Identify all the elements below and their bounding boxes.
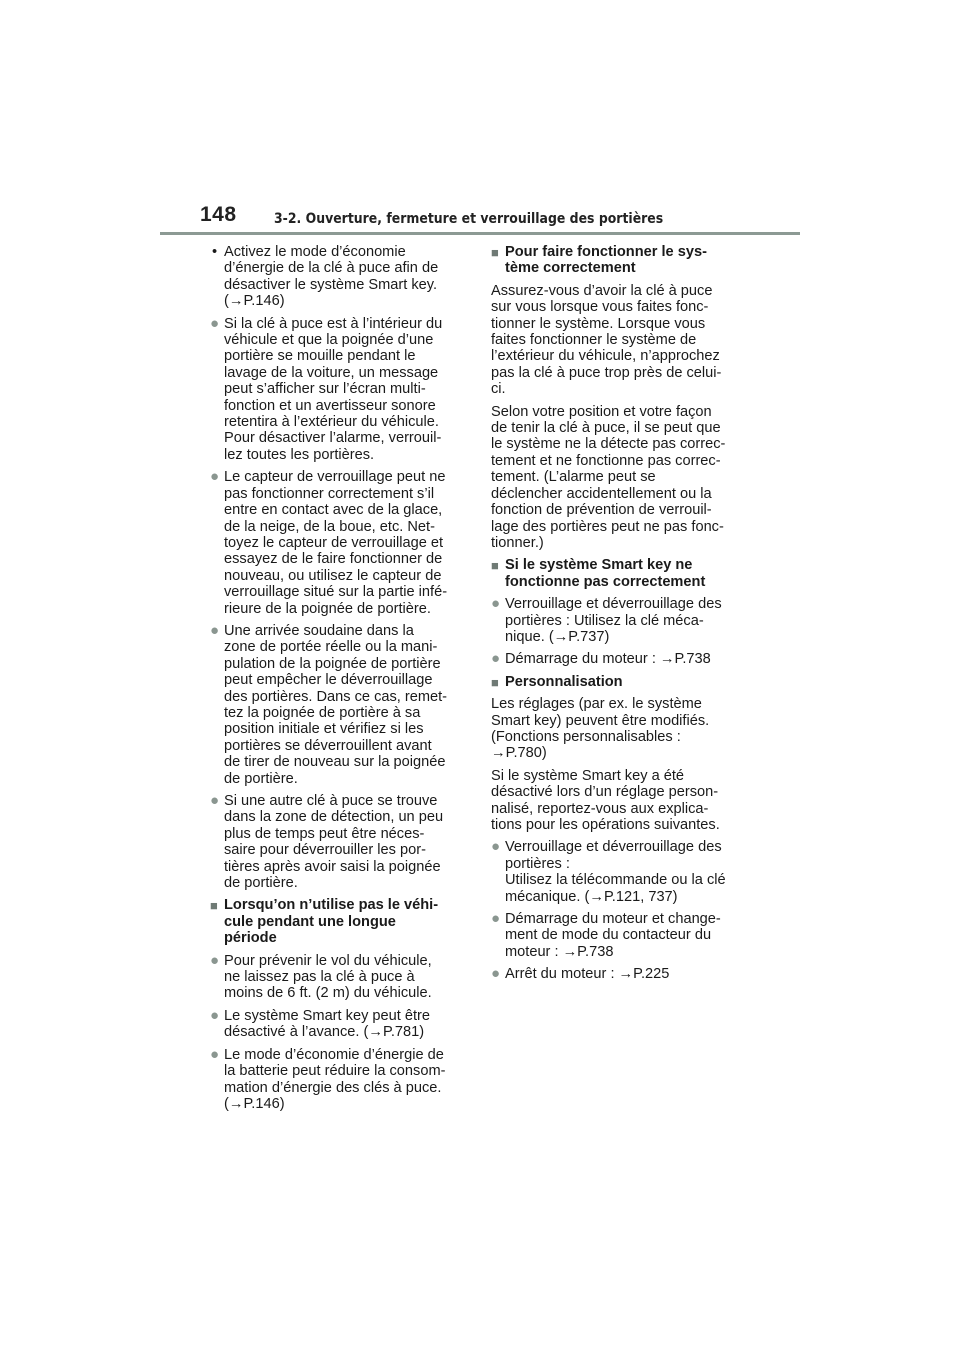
bullet-icon: ● [491,965,501,983]
dash-icon: • [212,244,218,260]
item-text: Pour prévenir le vol du véhicule, ne laissez pas la clé à puce à moins de 6 ft. (2 m) du véhicule. [224,952,432,1002]
header-divider [160,232,800,235]
bullet-icon: ● [210,468,220,486]
subsection-heading [491,674,753,690]
subsection-heading [491,557,753,590]
heading-text: Lorsqu’on n’utilise pas le véhi- cule pendant une longue période [224,897,439,947]
item-text: Arrêt du moteur : →P.225 [505,966,670,983]
square-icon: ■ [210,898,218,914]
bullet-icon: ● [491,650,501,668]
item-text: Si la clé à puce est à l’intérieur du véhicule et que la poignée d’une portière se mouille pendant le lavage de la voiture, un message peut s’afficher sur l’écran multi- fonction et un avertisseur sonore retentira à l’extérieur du véhicule. Pour désactiver l’alarme, verrouil- lez toutes les portières. [224,315,443,463]
item-text: Si une autre clé à puce se trouve dans la zone de détection, un peu plus de temps peut être néces- saire pour déverrouiller les por- tières après avoir saisi la poignée de portière. [224,793,444,892]
square-icon: ■ [491,674,499,690]
heading-text: Pour faire fonctionner le sys- tème correctement [505,244,707,277]
heading-text: Si le système Smart key ne fonctionne pas correctement [505,557,706,590]
bullet-icon: ● [210,951,220,969]
dash-item [210,244,472,310]
paragraph: Selon votre position et votre façon de tenir la clé à puce, il se peut que le système ne la détecte pas correc- tement et ne fonctionne pas correc- tement. (L’alarme peut se déclencher accidentellement ou la fonction de prévention de verrouil- lage des portières peut ne pas fonc- tionner.) [491,403,726,551]
bullet-icon: ● [491,595,501,613]
right-column [491,244,753,989]
item-text: Une arrivée soudaine dans la zone de portée réelle ou la mani- pulation de la poignée de portière peut empêcher le déverrouillage des portières. Dans ce cas, remet- tez la poignée de portière à sa position initiale et vérifiez si les portières se déverrouillent avant de tirer de nouveau sur la poignée de portière. [224,622,448,787]
bullet-item [210,1047,472,1113]
subsection-heading [491,244,753,277]
paragraph: Les réglages (par ex. le système Smart key) peuvent être modifiés. (Fonctions personnalisables : →P.780) [491,696,710,762]
bullet-icon: ● [210,792,220,809]
bullet-item [491,911,753,960]
bullet-item [491,596,753,645]
item-text: Activez le mode d’économie d’énergie de la clé à puce afin de désactiver le système Smart key. (→P.146) [224,244,439,310]
left-column [210,244,472,1118]
bullet-item [210,316,472,464]
bullet-item [491,966,753,982]
bullet-icon: ● [210,1006,220,1024]
item-text: Démarrage du moteur et change- ment de mode du contacteur du moteur : →P.738 [505,911,721,960]
bullet-icon: ● [210,314,220,332]
paragraph: Assurez-vous d’avoir la clé à puce sur vous lorsque vous faites fonc- tionner le système. Lorsque vous faites fonctionner le système de l’extérieur du véhicule, n’approchez pas la clé à puce trop près de celui- ci. [491,282,722,398]
bullet-item [210,793,472,891]
bullet-icon: ● [491,910,501,928]
bullet-icon: ● [210,1045,220,1063]
bullet-item [210,623,472,787]
item-text: Le capteur de verrouillage peut ne pas fonctionner correctement s’il entre en contact avec de la glace, de la neige, de la boue, etc. Net- toyez le capteur de verrouillage et essayez de le faire fonctionner de nouveau, ou utilisez le capteur de verrouillage situé sur la partie infé- rieure de la poignée de portière. [224,469,448,617]
section-title: 3-2. Ouverture, fermeture et verrouillage des portières [274,211,664,227]
bullet-item [491,839,753,905]
subsection-heading [210,897,472,946]
bullet-icon: ● [210,621,220,639]
paragraph: Si le système Smart key a été désactivé lors d’un réglage person- nalisé, reportez-vous aux explica- tions pour les opérations suivantes. [491,767,720,833]
bullet-icon: ● [491,838,501,856]
page-header [160,203,800,237]
item-text: Verrouillage et déverrouillage des portières : Utilisez la clé méca- nique. (→P.737) [505,596,722,645]
item-text: Verrouillage et déverrouillage des portières : Utilisez la télécommande ou la clé mécanique. (→P.121, 737) [505,839,726,905]
item-text: Le système Smart key peut être désactivé à l’avance. (→P.781) [224,1007,431,1041]
bullet-item [491,651,753,667]
square-icon: ■ [491,245,499,260]
bullet-item [210,469,472,617]
item-text: Le mode d’économie d’énergie de la batterie peut réduire la consom- mation d’énergie des clés à puce. (→P.146) [224,1046,446,1112]
square-icon: ■ [491,558,499,574]
bullet-item [210,953,472,1002]
item-text: Démarrage du moteur : →P.738 [505,651,711,668]
heading-text: Personnalisation [505,673,623,690]
bullet-item [210,1008,472,1041]
page-number: 148 [200,203,237,226]
